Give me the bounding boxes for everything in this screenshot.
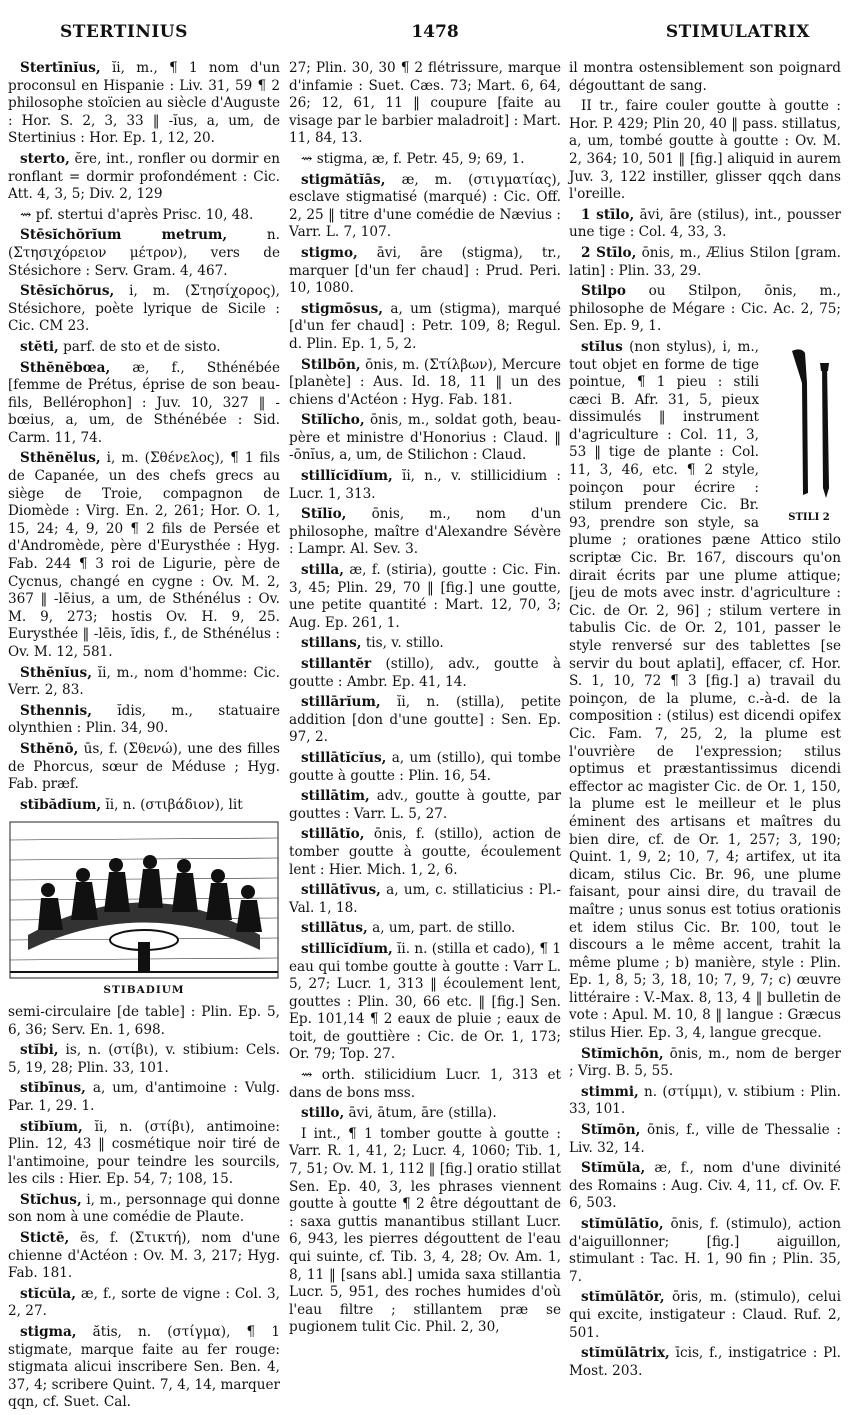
entry-text: parf. de sto et de sisto.	[58, 338, 221, 355]
dictionary-entry	[289, 826, 561, 879]
entry-text: ōnis, f., ville de Thessalie : Liv. 32, 14.	[569, 1122, 841, 1156]
entry-text: ōnis, m., soldat goth, beau-père et ministre d'Honorius : Claud. ‖ -ōnĭus, a, um, de Stilichon : Claud.	[289, 412, 561, 464]
stili-illustration	[777, 343, 847, 503]
entry-headword: Stĭmōn,	[581, 1122, 641, 1139]
entry-text: ōnis, m., Ælius Stilon [gram. latin] : Plin. 33, 29.	[569, 244, 842, 279]
dictionary-entry	[569, 245, 841, 280]
entry-text: 27; Plin. 30, 30 ¶ 2 flétrissure, marque d'infamie : Suet. Cæs. 73; Mart. 6, 64, 26; 12, 61, 11 ‖ coupure [faite au visage par le barbier maladroit] : Mart. 11, 84, 13.	[289, 60, 561, 147]
entry-headword: stigmōsus,	[301, 300, 383, 317]
dictionary-entry	[569, 1046, 841, 1081]
dictionary-entry	[8, 1192, 280, 1227]
entry-headword: Stictē,	[20, 1230, 70, 1247]
entry-headword: Stĭchus,	[20, 1191, 82, 1208]
entry-text: ōris, m. (stimulo), celui qui excite, instigateur : Claud. Ruf. 2, 501.	[569, 1289, 841, 1341]
header-right-guideword: STIMULATRIX	[665, 22, 810, 42]
entry-text: ĭi, n. (στιβάδιον), lit	[101, 796, 243, 813]
dictionary-entry	[289, 357, 561, 410]
entry-text: i, m., personnage qui donne son nom à une comédie de Plaute.	[8, 1191, 280, 1226]
dictionary-entry	[8, 1042, 280, 1077]
dictionary-entry	[8, 227, 280, 280]
middle-column	[289, 60, 561, 1340]
dictionary-entry	[569, 339, 841, 1043]
dictionary-entry	[569, 1216, 841, 1286]
dictionary-entry	[289, 562, 561, 632]
entry-headword: Stĭlĭcho,	[301, 412, 365, 429]
dictionary-entry	[8, 283, 280, 336]
dictionary-entry	[569, 207, 841, 242]
entry-headword: stĭmŭlātĭo,	[581, 1216, 664, 1232]
entry-text: āvi, āre (stigma), tr., marquer [d'un fer chaud] : Prud. Peri. 10, 1080.	[289, 244, 561, 297]
dictionary-entry	[289, 172, 561, 242]
dictionary-entry	[569, 1345, 841, 1380]
entry-headword: Stēsĭchŏrĭum metrum,	[20, 227, 228, 244]
entry-text: ĭi, n. (στίβι), antimoine: Plin. 12, 43 ‖ cosmétique noir tiré de l'antimoine, pour teindre les sourcils, les cils : Hier. Ep. 54, 7; 108, 15.	[8, 1118, 280, 1188]
entry-headword: Sthĕnō,	[20, 740, 79, 757]
entry-text: ⇝ orth. stilicidium Lucr. 1, 313 et dans de bons mss.	[289, 1067, 561, 1101]
entry-text: tis, v. stillo.	[361, 635, 444, 652]
entry-text: il montra ostensiblement son poignard dégouttant de sang.	[569, 60, 841, 94]
entry-headword: stillo,	[301, 1105, 345, 1122]
dictionary-entry	[8, 450, 280, 661]
entry-headword: stillātus,	[301, 920, 368, 937]
dictionary-entry	[8, 741, 280, 794]
entry-headword: Stēsĭchŏrus,	[20, 283, 115, 300]
entry-headword: stĭbĭum,	[20, 1118, 83, 1135]
entry-headword: Sthĕnĕbœa,	[20, 359, 111, 376]
entry-text: æ, f., sorte de vigne : Col. 3, 2, 27.	[8, 1285, 280, 1320]
entry-headword: stilla,	[301, 562, 344, 579]
dictionary-entry	[8, 60, 280, 148]
entry-text: ĭi, n. (stilla), petite addition [don d'une goutte] : Sen. Ep. 97, 2.	[289, 694, 561, 746]
dictionary-entry	[8, 665, 280, 700]
entry-text: (non stylus), i, m., tout objet en forme de tige pointue, ¶ 1 pieu : stili cæci B. Afr. 31, 5, pieux dissimulés ‖ instrument d'agriculture : Col. 11, 3, 53 ‖ tige de plante : Col. 11, 3, 46, etc. ¶ 2 style, poinçon pour écrire : stilum prendere Cic. Br. 93, prendre son style, sa plume ; orationes pæne Attico stilo scriptæ Cic. Br. 167, discours qu'on dirait écrits par une plume attique; [jeu de mots avec instr. d'agriculture : Cic. de Or. 2, 96] ; stilum vertere in tabulis Cic. de Or. 2, 101, passer le style renversé sur des tablettes [se servir du bout aplati], effacer, cf. Hor. S. 1, 10, 72 ¶ 3 [fig.] a) travail du poinçon, de la plume, c.-à-d. de la composition : (stilus) est dicendi opifex Cic. Fam. 7, 25, 2, la plume est l'ouvrière de l'expression; stilus optimus et præstantissimus dicendi effector ac magister Cic. de Or. 1, 150, la plume est le meilleur et le plus éminent des artisans et maîtres du bien dire, cf. de Or. 1, 257; 3, 190; Quint. 1, 9, 2; 10, 7, 4; artifex, ut ita dicam, stilus Cic. Br. 96, une plume faisant, pour ainsi dire, du travail de maître ; unus sonus est totius orationis et idem stilus Cic. Br. 100, tout le discours a le même accent, trahit la même plume ; b) manière, style : Plin. Ep. 1, 8, 5; 3, 18, 10; 7, 9, 7; c) œuvre littéraire : V.-Max. 8, 13, 4 ‖ bulletin de vote : Apul. M. 10, 8 ‖ langue : Græcus stilus Hier. Ep. 3, 4, langue grecque.	[569, 338, 841, 1042]
entry-headword: stigma,	[20, 1324, 77, 1341]
entry-text: ĭi, m., nom d'homme: Cic. Verr. 2, 83.	[8, 664, 280, 699]
entry-headword: Stilbōn,	[301, 356, 361, 373]
entry-text: (stillo), adv., goutte à goutte : Ambr. Ep. 41, 14.	[289, 656, 561, 690]
entry-text: ĭi. n. (stilla et cado), ¶ 1 eau qui tombe goutte à goutte : Varr L. 5, 27; Lucr. 1, 313 ‖ écoulement lent, gouttes : Plin. 30, 66 etc. ‖ [fig.] Sen. Ep. 101,14 ¶ 2 eaux de pluie ; eaux de toit, de gouttière : Cic. de Or. 1, 173; Or. 79; Top. 27.	[289, 940, 561, 1063]
dictionary-entry	[8, 1286, 280, 1321]
dictionary-entry	[8, 703, 280, 738]
dictionary-entry	[289, 60, 561, 148]
stili-caption: STILI 2	[788, 511, 830, 523]
entry-text: ūs, f. (Σθενώ), une des filles de Phorcus, sœur de Méduse ; Hyg. Fab. præf.	[8, 740, 280, 793]
entry-headword: sterto,	[20, 150, 70, 167]
entry-headword: stĭbi,	[20, 1042, 59, 1059]
entry-headword: 2 Stīlo,	[581, 244, 637, 261]
entry-text: ⇝ stigma, æ, f. Petr. 45, 9; 69, 1.	[301, 150, 525, 167]
entry-headword: stĭcŭla,	[20, 1285, 76, 1302]
dictionary-entry	[289, 301, 561, 354]
entry-headword: stigmo,	[301, 244, 358, 261]
dictionary-entry	[8, 151, 280, 204]
entry-headword: Sthennis,	[20, 702, 92, 719]
entry-headword: stĕti,	[20, 338, 59, 355]
entry-text: a, um, d'antimoine : Vulg. Par. 1, 29. 1.	[8, 1080, 280, 1114]
entry-headword: stillātīvus,	[301, 882, 381, 899]
dictionary-entry	[569, 1084, 841, 1119]
dictionary-entry	[8, 1080, 280, 1115]
entry-text: īcis, f., instigatrice : Pl. Most. 203.	[569, 1345, 841, 1379]
entry-text: ⇝ pf. stertui d'après Prisc. 10, 48.	[20, 206, 254, 223]
entry-text: n. (στίμμι), v. stibium : Plin. 33, 101.	[569, 1083, 841, 1118]
entry-text: a, um, part. de stillo.	[367, 920, 516, 937]
dictionary-entry	[289, 506, 561, 559]
header-left-guideword: STERTINIUS	[60, 22, 188, 42]
entry-text: ōnis, m., nom de berger ; Virg. B. 5, 55.	[569, 1045, 841, 1080]
entry-text: āvi, āre (stilus), int., pousser une tige : Col. 4, 33, 3.	[569, 206, 841, 241]
dictionary-entry	[289, 656, 561, 691]
entry-text: n. (Στησιχόρειον μέτρον), vers de Stésichore : Serv. Gram. 4, 467.	[8, 227, 280, 279]
entry-headword: stĭlus	[581, 338, 623, 355]
left-column	[8, 60, 280, 1415]
dictionary-entry	[569, 60, 841, 95]
entry-headword: stillĭcĭdĭum,	[301, 940, 393, 957]
dictionary-entry	[569, 98, 841, 204]
entry-headword: Stĭmĭchōn,	[581, 1045, 664, 1062]
entry-text: a, um (stigma), marqué [d'un fer chaud] : Petr. 109, 8; Regul. d. Plin. Ep. 1, 5, 2.	[289, 300, 561, 352]
dictionary-entry	[8, 360, 280, 448]
entry-text: ēs, f. (Στικτή), nom d'une chienne d'Actéon : Ov. M. 3, 217; Hyg. Fab. 181.	[8, 1230, 280, 1282]
dictionary-entry	[8, 1230, 280, 1283]
entry-headword: stĭbădĭum,	[20, 796, 102, 813]
entry-text: āvi, ātum, āre (stilla).	[344, 1105, 497, 1122]
entry-text: ōnis, m. (Στίλβων), Mercure [planète] : Aus. Id. 18, 11 ‖ un des chiens d'Actéon : Hyg. Fab. 181.	[289, 356, 561, 408]
entry-headword: stigmătĭās,	[301, 171, 386, 188]
dictionary-entry	[569, 1289, 841, 1342]
stibadium-illustration	[8, 820, 280, 980]
entry-text: ōnis, f. (stillo), action de tomber goutte à goutte, écoulement lent : Hier. Mich. 1, 2, 6.	[289, 826, 561, 878]
entry-headword: stillātĭcĭus,	[301, 749, 387, 766]
entry-text: adv., goutte à goutte, par gouttes : Varr. L. 5, 27.	[289, 788, 561, 822]
entry-headword: 1 stīlo,	[581, 206, 635, 223]
entry-text: æ, f. (stiria), goutte : Cic. Fin. 3, 45; Plin. 29, 70 ‖ [fig.] une goutte, une petite quantité : Mart. 12, 70, 3; Aug. Ep. 261, 1.	[289, 562, 561, 631]
entry-text: æ, f., nom d'une divinité des Romains : Aug. Civ. 4, 11, cf. Ov. F. 6, 503.	[569, 1160, 841, 1212]
dictionary-entry	[8, 1119, 280, 1189]
dictionary-entry	[8, 207, 280, 225]
entry-text: ōnis, f. (stimulo), action d'aiguillonner; [fig.] aiguillon, stimulant : Tac. H. 1, 90 fin ; Plin. 35, 7.	[569, 1216, 841, 1285]
entry-headword: Stĭlĭo,	[301, 506, 347, 523]
entry-text: is, n. (στίβι), v. stibium: Cels. 5, 19, 28; Plin. 33, 101.	[8, 1042, 280, 1076]
entry-headword: stillātĭo,	[301, 826, 365, 843]
entry-headword: stimmi,	[581, 1083, 639, 1100]
page-number: 1478	[411, 22, 459, 42]
dictionary-entry	[289, 694, 561, 747]
entry-text: a, um (stillo), qui tombe goutte à goutte : Plin. 16, 54.	[289, 749, 561, 784]
entry-text: I int., ¶ 1 tomber goutte à goutte : Varr. R. 1, 41, 2; Lucr. 4, 1060; Tib. 1, 7, 51; Ov. M. 1, 112 ‖ [fig.] oratio stillat Sen. Ep. 40, 3, les phrases viennent goutte à goutte ¶ 2 être dégouttant de : saxa guttis manantibus stillant Lucr. 6, 943, les pierres dégouttent de l'eau qui suinte, cf. Tib. 3, 4, 28; Ov. Am. 1, 8, 11 ‖ [sans abl.] umida saxa stillantia Lucr. 5, 951, des roches humides d'où l'eau filtre ; stillantem præ se pugionem tulit Cic. Phil. 2, 30,	[289, 1125, 561, 1336]
entry-text: i, m. (Στησίχορος), Stésichore, poète lyrique de Sicile : Cic. CM 23.	[8, 283, 280, 335]
entry-headword: stillātim,	[301, 788, 370, 805]
dictionary-entry	[289, 920, 561, 938]
entry-text: æ, m. (στιγματίας), esclave stigmatisé (marqué) : Cic. Off. 2, 25 ‖ titre d'une comédie de Nævius : Varr. L. 7, 107.	[289, 171, 561, 241]
entry-text: ĕre, int., ronfler ou dormir en ronflant = dormir profondément : Cic. Att. 4, 3, 5; Div. 2, 129	[8, 150, 280, 203]
entry-headword: Stilpo	[581, 283, 626, 300]
entry-text: a, um, c. stillaticius : Pl.-Val. 1, 18.	[289, 882, 561, 916]
stibadium-figure	[8, 820, 280, 1000]
dictionary-entry	[289, 750, 561, 785]
entry-text: ătis, n. (στίγμα), ¶ 1 stigmate, marque faite au fer rouge: stigmata alicui inscribere Sen. Ben. 4, 37, 4; scribere Quint. 7, 4, 14, marquer qqn, cf. Suet. Cal.	[8, 1324, 280, 1411]
entry-headword: Stĭmŭla,	[581, 1160, 646, 1177]
entry-headword: Stertīnĭus,	[20, 60, 101, 76]
entry-text: semi-circulaire [de table] : Plin. Ep. 5, 6, 36; Serv. En. 1, 698.	[8, 1003, 280, 1038]
dictionary-entry	[289, 788, 561, 823]
dictionary-entry	[8, 797, 280, 815]
dictionary-entry	[289, 151, 561, 169]
dictionary-entry	[569, 283, 841, 336]
dictionary-entry	[8, 1004, 280, 1039]
entry-text: æ, f., Sthénébée [femme de Prétus, éprise de son beau-fils, Bellérophon] : Juv. 10, 327 ‖ -bœius, a, um, de Sthénébée : Sid. Carm. 11, 74.	[8, 359, 280, 446]
dictionary-entry	[8, 1324, 280, 1412]
entry-headword: Sthĕnĕlus,	[20, 450, 101, 467]
entry-headword: stillārĭum,	[301, 694, 381, 711]
dictionary-entry	[289, 245, 561, 298]
entry-headword: stĭbīnus,	[20, 1080, 86, 1097]
entry-text: II tr., faire couler goutte à goutte : Hor. P. 429; Plin 20, 40 ‖ pass. stillatus, a, um, tombé goutte à goutte : Ov. M. 2, 364; 10, 501 ‖ [fig.] aliquid in aurem Juv. 3, 122 instiller, glisser qqch dans l'oreille.	[569, 98, 841, 203]
entry-text: ĭi, m., ¶ 1 nom d'un proconsul en Hispanie : Liv. 31, 59 ¶ 2 philosophe stoïcien au siècle d'Auguste : Hor. S. 2, 3, 33 ‖ -ĭus, a, um, de Stertinius : Hor. Ep. 1, 12, 20.	[8, 60, 280, 147]
page-header	[60, 22, 810, 46]
dictionary-entry	[8, 339, 280, 357]
dictionary-entry	[289, 941, 561, 1064]
dictionary-entry	[289, 1126, 561, 1337]
dictionary-entry	[289, 635, 561, 653]
entry-headword: stillantĕr	[301, 656, 372, 672]
entry-text: ou Stilpon, ōnis, m., philosophe de Mégare : Cic. Ac. 2, 75; Sen. Ep. 9, 1.	[569, 283, 841, 335]
entry-headword: stĭmŭlātŏr,	[581, 1289, 665, 1306]
dictionary-entry	[289, 882, 561, 917]
stibadium-caption: STIBADIUM	[103, 984, 185, 997]
entry-headword: stillĭcĭdĭum,	[301, 468, 393, 485]
entry-text: ĭdis, m., statuaire olynthien : Plin. 34, 90.	[8, 702, 280, 737]
entry-text: ĭi, n., v. stillicidium : Lucr. 1, 313.	[289, 468, 561, 502]
dictionary-entry	[569, 1160, 841, 1213]
entry-headword: Sthĕnĭus,	[20, 664, 92, 681]
entry-text: i, m. (Σθένελος), ¶ 1 fils de Capanée, un des chefs grecs au siège de Troie, compagnon de Diomède : Virg. En. 2, 261; Hor. O. 1, 15, 24; 4, 9, 20 ¶ 2 fils de Persée et d'Andromède, père d'Eurysthée : Hyg. Fab. 244 ¶ 3 roi de Ligurie, père de Cycnus, changé en cygne : Ov. M. 2, 367 ‖ -lēius, a um, de Sthénélus : Ov. M. 9, 273; hostis Ov. H. 9, 25. Eurysthée ‖ -lēis, ĭdis, f., de Sthénélus : Ov. M. 12, 581.	[8, 450, 280, 660]
right-column	[569, 60, 841, 1383]
dictionary-entry	[289, 1105, 561, 1123]
dictionary-entry	[289, 1067, 561, 1102]
entry-text: ōnis, m., nom d'un philosophe, maître d'Alexandre Sévère : Lampr. Al. Sev. 3.	[289, 506, 561, 558]
dictionary-entry	[569, 1122, 841, 1157]
entry-headword: stillans,	[301, 635, 362, 652]
dictionary-entry	[289, 412, 561, 465]
stili-figure	[765, 343, 841, 526]
entry-headword: stĭmŭlātrix,	[581, 1345, 670, 1362]
dictionary-entry	[289, 468, 561, 503]
